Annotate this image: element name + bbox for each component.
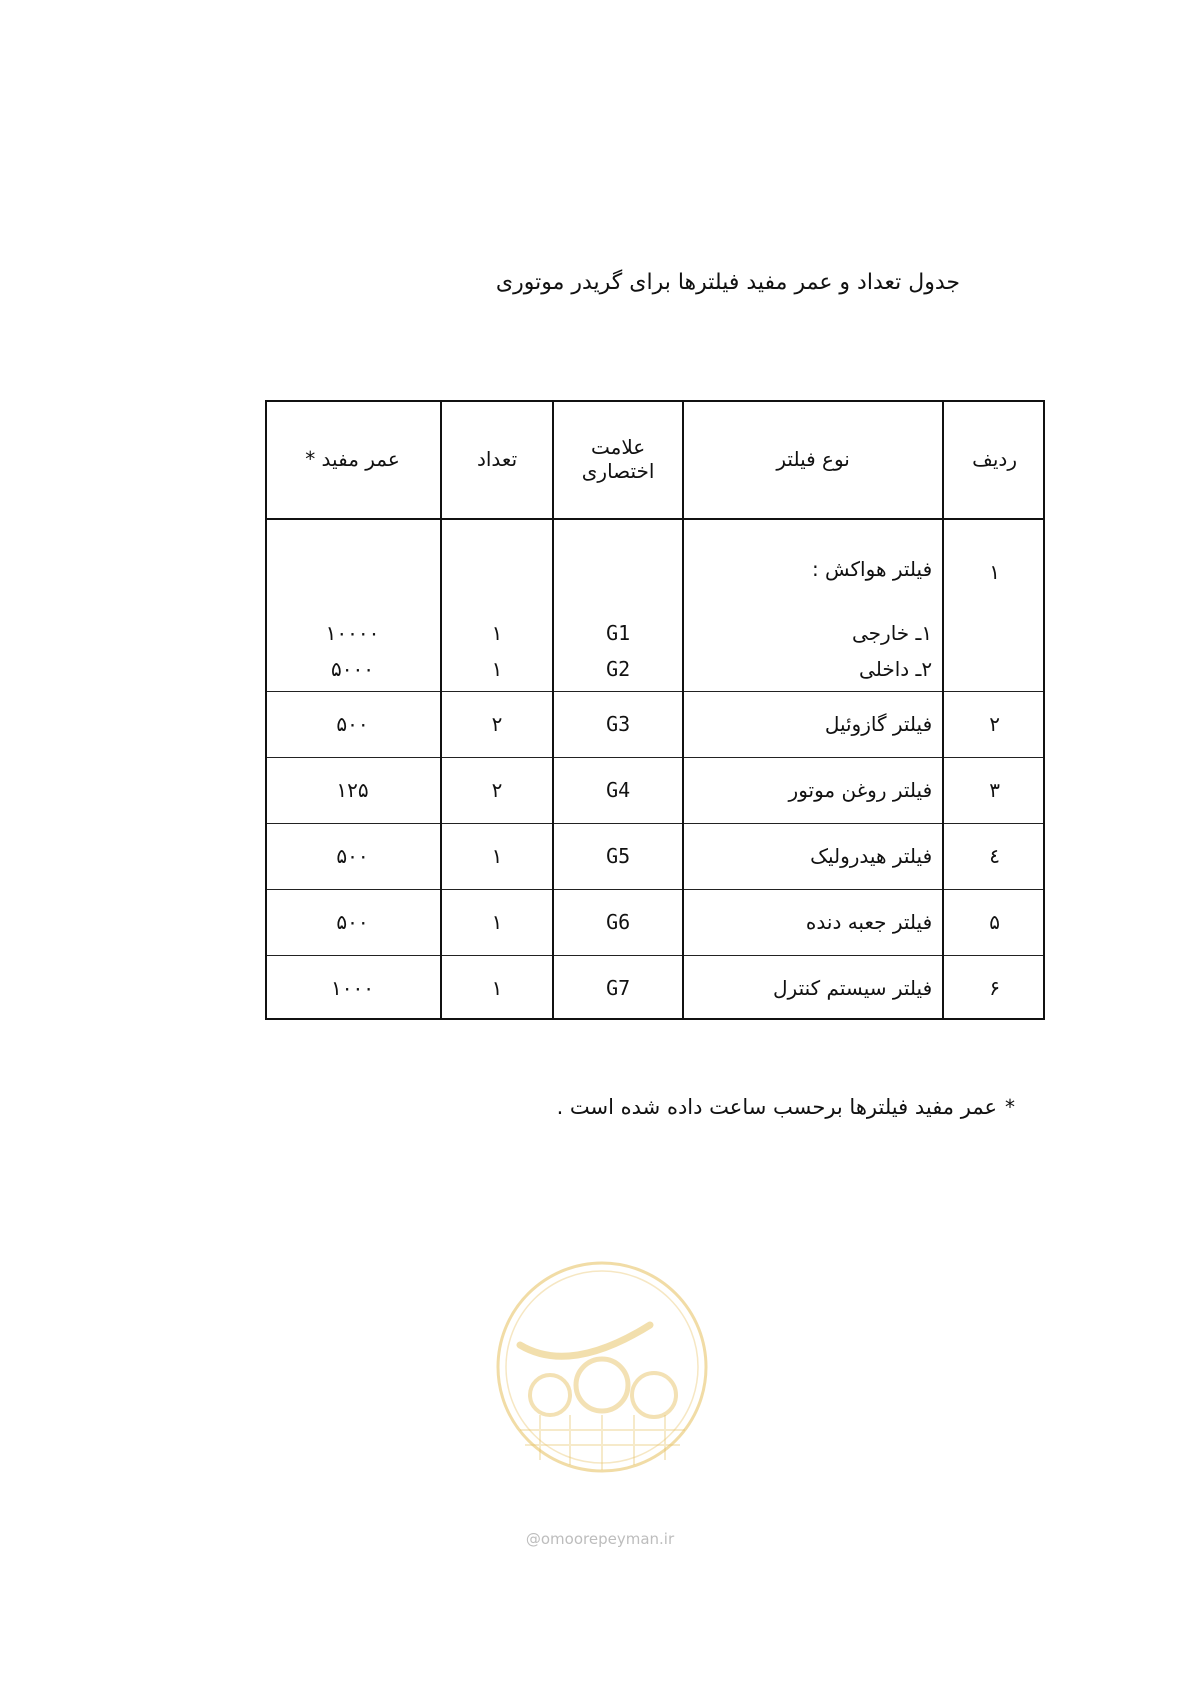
table-row — [265, 691, 1045, 757]
count-external: ۱ — [491, 620, 503, 645]
cell-filter-type: فیلتر هیدرولیک — [683, 823, 943, 889]
code-g2: G2 — [606, 656, 631, 681]
filters-table-container — [265, 400, 1045, 1020]
cell-count: ۲ — [441, 757, 553, 823]
cell-filter-type: فیلتر روغن موتور — [683, 757, 943, 823]
cell-count: ۱ — [441, 823, 553, 889]
cell-code: G5 — [553, 823, 683, 889]
cell-useful-life: ۵۰۰ — [336, 910, 369, 935]
cell-row-number: ۵ — [943, 889, 1045, 955]
life-internal: ۵۰۰۰ — [331, 656, 374, 681]
table-header-row — [265, 400, 1045, 519]
watermark-site: @omoorepeyman.ir — [525, 1530, 675, 1548]
filters-table — [265, 400, 1045, 1020]
footnote — [430, 1095, 1015, 1119]
cell-useful-life: ۵۰۰ — [336, 844, 369, 869]
header-count: تعداد — [441, 400, 553, 519]
cell-useful-life — [265, 519, 441, 691]
table-row — [265, 519, 1045, 691]
cell-filter-type: فیلتر سیستم کنترل — [683, 955, 943, 1020]
cell-useful-life: ۵۰۰ — [336, 712, 369, 737]
cell-count: ۲ — [441, 691, 553, 757]
cell-useful-life: ۱۰۰۰ — [331, 975, 374, 1000]
cell-count: ۱ — [441, 889, 553, 955]
table-row — [265, 757, 1045, 823]
cell-row-number: ۶ — [943, 955, 1045, 1020]
life-external: ۱۰۰۰۰ — [325, 620, 380, 645]
cell-count: ۱ — [441, 955, 553, 1020]
cell-code: G3 — [553, 691, 683, 757]
page-title: جدول تعداد و عمر مفید فیلترها برای گریدر موتوری — [495, 270, 960, 295]
header-useful-life: عمر مفید * — [265, 400, 441, 519]
footnote-text: عمر مفید فیلترها برحسب ساعت داده شده است . — [556, 1095, 997, 1119]
cell-code — [553, 519, 683, 691]
cell-row-number: ٤ — [943, 823, 1045, 889]
cell-row-number: ۲ — [943, 691, 1045, 757]
cell-row-number: ۳ — [943, 757, 1045, 823]
header-code: علامت اختصاری — [553, 400, 683, 519]
cell-count — [441, 519, 553, 691]
sub-item-internal: ۲ـ داخلی — [859, 656, 933, 681]
cell-filter-type — [683, 519, 943, 691]
cell-filter-type: فیلتر گازوئیل — [683, 691, 943, 757]
group-title-air-filter: فیلتر هواکش : — [811, 556, 933, 581]
table-row — [265, 823, 1045, 889]
cell-code: G7 — [553, 955, 683, 1020]
cell-row-number: ۱ — [943, 519, 1045, 691]
footnote-marker: * — [1005, 1095, 1015, 1119]
cell-code: G6 — [553, 889, 683, 955]
cell-filter-type: فیلتر جعبه دنده — [683, 889, 943, 955]
table-row — [265, 955, 1045, 1020]
header-row-number: ردیف — [943, 400, 1045, 519]
cell-code: G4 — [553, 757, 683, 823]
cell-useful-life: ۱۲۵ — [336, 778, 369, 803]
code-g1: G1 — [606, 620, 631, 645]
sub-item-external: ۱ـ خارجی — [852, 620, 933, 645]
watermark-logo — [490, 1255, 715, 1480]
header-filter-type: نوع فیلتر — [683, 400, 943, 519]
count-internal: ۱ — [491, 656, 503, 681]
table-row — [265, 889, 1045, 955]
